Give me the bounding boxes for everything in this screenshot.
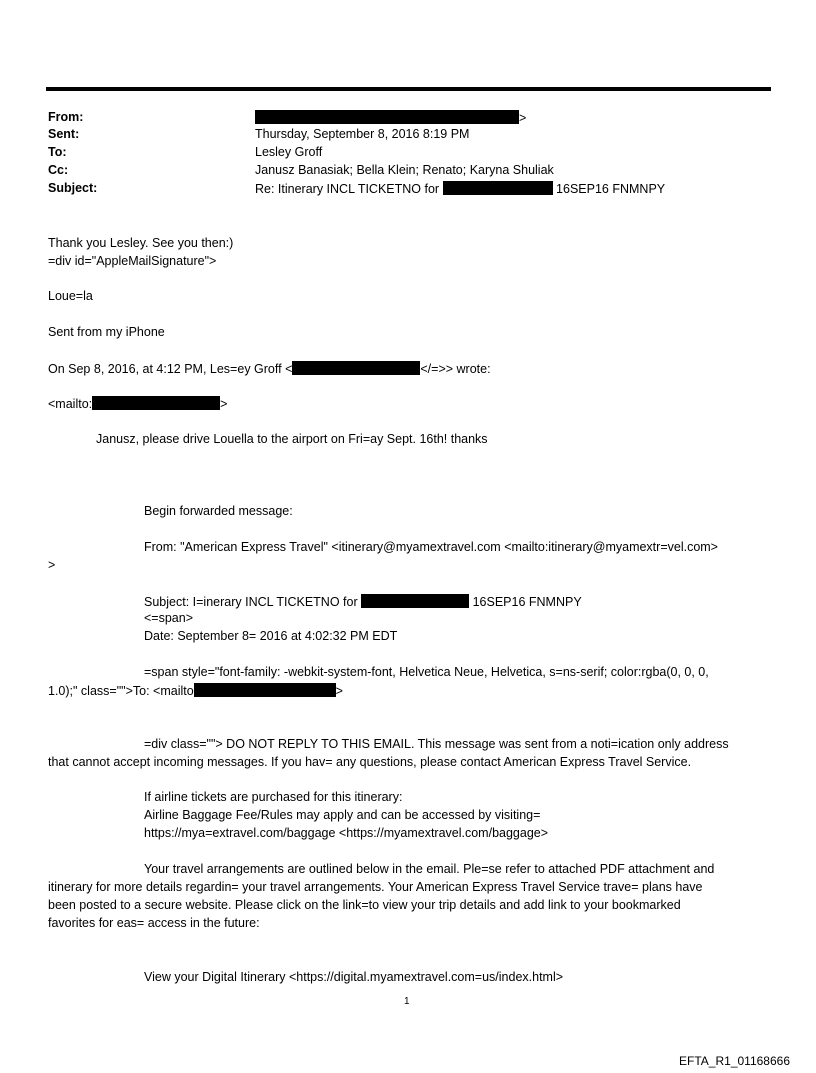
to-value: Lesley Groff (255, 145, 323, 159)
body-line: Loue=la (48, 289, 93, 303)
to-label: To: (48, 145, 67, 159)
body-line: Sent from my iPhone (48, 325, 165, 339)
body-line: Your travel arrangements are outlined below in the email. Ple=se refer to attached PDF attachment and (144, 862, 715, 876)
body-line: Airline Baggage Fee/Rules may apply and can be accessed by visiting= (144, 808, 541, 822)
body-line: https://mya=extravel.com/baggage <https://myamextravel.com/baggage> (144, 826, 549, 840)
subject-prefix: Re: Itinerary INCL TICKETNO for (255, 182, 440, 196)
redaction-block (443, 181, 553, 195)
fwd-to-line (48, 683, 343, 700)
redaction-block (194, 683, 336, 697)
body-line: View your Digital Itinerary <https://digital.myamextravel.com=us/index.html> (144, 970, 564, 984)
cc-value: Janusz Banasiak; Bella Klein; Renato; Karyna Shuliak (255, 163, 554, 177)
page-number: 1 (404, 996, 410, 1007)
from-suffix: > (519, 111, 527, 125)
fwd-to-suffix: > (335, 684, 343, 698)
redaction-block (255, 110, 519, 124)
subject-suffix: 16SEP16 FNMNPY (556, 182, 666, 196)
body-line: Janusz, please drive Louella to the airport on Fri=ay Sept. 16th! thanks (96, 432, 488, 446)
redaction-block (361, 594, 469, 608)
body-line: that cannot accept incoming messages. If you hav= any questions, please contact American Express Travel Service. (48, 755, 692, 769)
body-line: From: "American Express Travel" <itinerary@myamextravel.com <mailto:itinerary@myamextr=vel.com> (144, 540, 718, 554)
body-line: =div class=""> DO NOT REPLY TO THIS EMAIL. This message was sent from a noti=ication only address (144, 737, 729, 751)
sent-value: Thursday, September 8, 2016 8:19 PM (255, 127, 470, 141)
body-line: been posted to a secure website. Please click on the link=to view your trip details and add link to your bookmarked (48, 898, 681, 912)
body-line: =div id="AppleMailSignature"> (48, 254, 217, 268)
redaction-block (92, 396, 220, 410)
body-line: Begin forwarded message: (144, 504, 293, 518)
redaction-block (292, 361, 420, 375)
fwd-subject-prefix: Subject: I=inerary INCL TICKETNO for (144, 595, 358, 609)
from-label: From: (48, 110, 84, 124)
subject-value (255, 181, 665, 198)
mailto-line (48, 396, 227, 413)
fwd-subject-suffix: 16SEP16 FNMNPY (472, 595, 582, 609)
body-line: <=span> (144, 611, 194, 625)
body-line: > (48, 558, 56, 572)
header-rule (46, 87, 771, 91)
mailto-prefix: <mailto: (48, 397, 93, 411)
quoted-header-prefix: On Sep 8, 2016, at 4:12 PM, Les=ey Groff < (48, 362, 293, 376)
body-line: =span style="font-family: -webkit-system-font, Helvetica Neue, Helvetica, s=ns-serif; color:rgba(0, 0, 0, (144, 665, 709, 679)
body-line: favorites for eas= access in the future: (48, 916, 260, 930)
from-value (255, 110, 526, 127)
sent-label: Sent: (48, 127, 80, 141)
body-line: Date: September 8= 2016 at 4:02:32 PM EDT (144, 629, 398, 643)
fwd-to-prefix: 1.0);" class="">To: <mailto (48, 684, 194, 698)
body-line: If airline tickets are purchased for this itinerary: (144, 790, 403, 804)
fwd-subject-line (144, 594, 582, 611)
body-line: Thank you Lesley. See you then:) (48, 236, 234, 250)
mailto-suffix: > (220, 397, 228, 411)
quoted-header-suffix: </=>> wrote: (420, 362, 491, 376)
quoted-header-line (48, 361, 491, 378)
subject-label: Subject: (48, 181, 98, 195)
body-line: itinerary for more details regardin= your travel arrangements. Your American Express Travel Service trave= plans have (48, 880, 703, 894)
cc-label: Cc: (48, 163, 69, 177)
document-id: EFTA_R1_01168666 (679, 1054, 790, 1068)
